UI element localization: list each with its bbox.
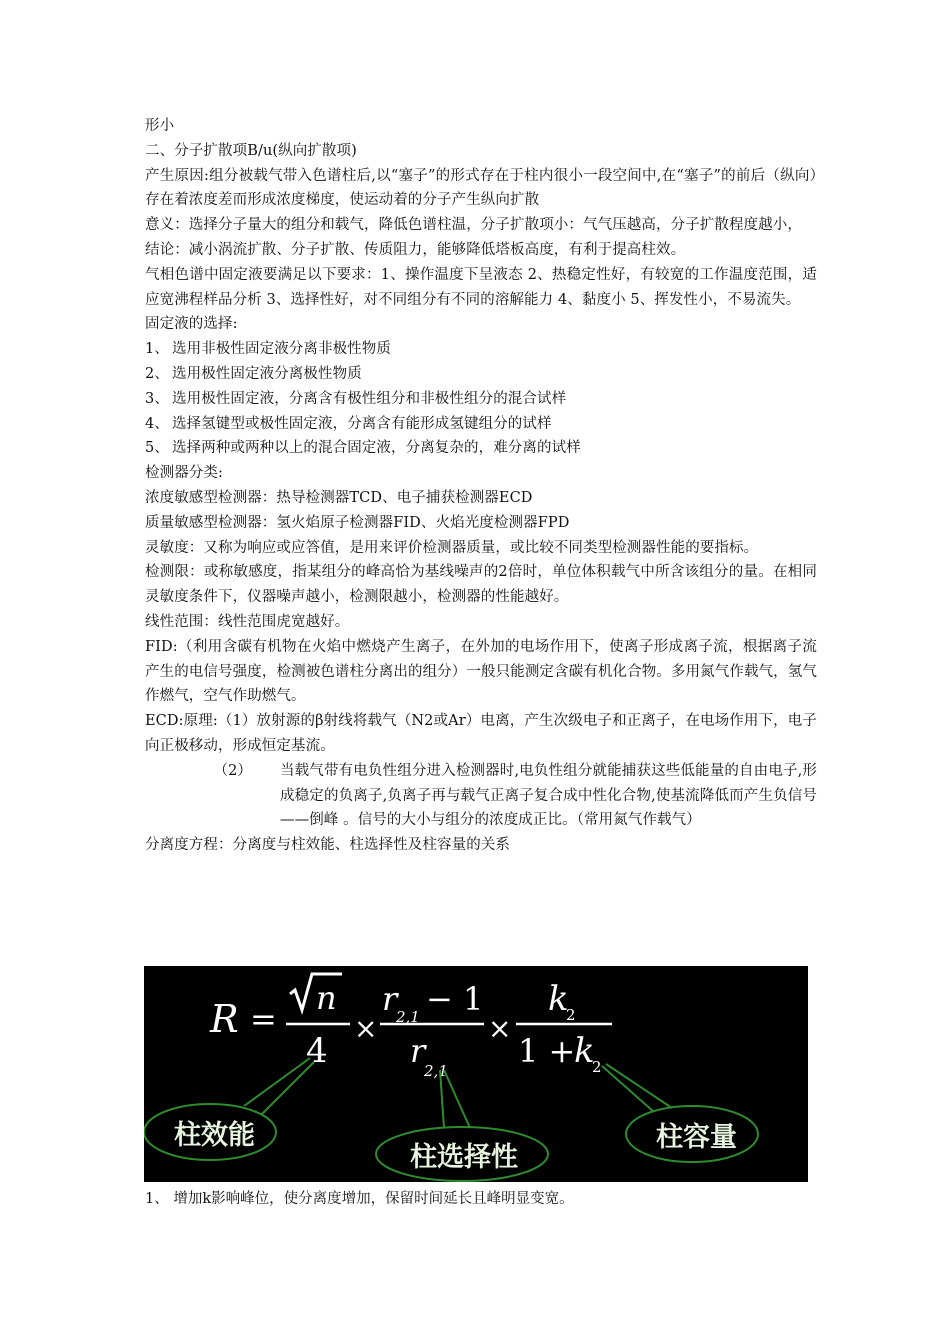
step-text: 当载气带有电负性组分进入检测器时,电负性组分就能捕获这些低能量的自由电子,形成稳定的负离子,负离子再与载气正离子复合成中性化合物,使基流降低而产生负信号——倒峰 。信号的大小与组分的浓度成正比。（常用氮气作载气） (280, 762, 817, 829)
formula-minus-one: − 1 (426, 980, 484, 1018)
formula-one-plus: 1 + (518, 1032, 576, 1070)
list-text: 选用非极性固定液分离非极性物质 (172, 341, 391, 358)
paragraph: 质量敏感型检测器：氢火焰原子检测器FID、火焰光度检测器FPD (145, 514, 570, 531)
paragraph: 灵敏度：又称为响应或应答值，是用来评价检测器质量，或比较不同类型检测器性能的要指标。 (145, 539, 759, 556)
label-selectivity: 柱选择性 (410, 1142, 518, 1173)
formula-r-bottom-sub: 2,1 (424, 1062, 448, 1080)
document-body (145, 114, 817, 858)
formula-note: 1、 增加k影响峰位，使分离度增加，保留时间延长且峰明显变宽。 (145, 1191, 574, 1207)
formula-svg (144, 966, 808, 1182)
paragraph: 检测限：或称敏感度，指某组分的峰高恰为基线噪声的2倍时，单位体积载气中所含该组分的量。在相同灵敏度条件下，仪器噪声越小，检测限越小，检测器的性能越好。 (145, 564, 817, 606)
list-item (145, 387, 817, 412)
callout-pointer (444, 1070, 470, 1128)
ecd-step-2 (145, 759, 817, 833)
formula-intro: 分离度方程：分离度与柱效能、柱选择性及柱容量的关系 (145, 837, 510, 854)
paragraph: ECD:原理:（1）放射源的β射线将载气（N2或Ar）电离，产生次级电子和正离子，在电场作用下，电子向正极移动，形成恒定基流。 (145, 713, 817, 754)
callout-pointer (606, 1064, 672, 1108)
formula-equals: = (250, 1000, 277, 1038)
paragraph: 形小 (145, 118, 175, 134)
list-text: 选用极性固定液，分离含有极性组分和非极性组分的混合试样 (172, 390, 567, 407)
list-number: 4、 (145, 415, 169, 432)
paragraph: 固定液的选择: (145, 316, 238, 333)
paragraph: 检测器分类: (145, 465, 223, 482)
paragraph: 气相色谱中固定液要满足以下要求：1、操作温度下呈液态 2、热稳定性好，有较宽的工作温度范围，适应宽沸程样品分析 3、选择性好，对不同组分有不同的溶解能力 4、黏度小 5、挥发性小，不易流失。 (145, 266, 817, 308)
paragraph: 产生原因:组分被载气带入色谱柱后,以“塞子”的形式存在于柱内很小一段空间中,在“塞子”的前后（纵向）存在着浓度差而形成浓度梯度，使运动着的分子产生纵向扩散 (145, 167, 817, 209)
label-efficiency: 柱效能 (174, 1120, 255, 1151)
formula-r-bottom: r (410, 1032, 426, 1070)
paragraph: 线性范围：线性范围虎宽越好。 (145, 613, 350, 630)
formula-k-bottom-sub: 2 (592, 1058, 602, 1076)
formula-k-bottom: k (574, 1031, 595, 1071)
list-item (145, 337, 817, 362)
formula-lhs: R (210, 997, 239, 1041)
formula-four: 4 (306, 1031, 328, 1071)
list-text: 选择氢键型或极性固定液，分离含有能形成氢键组分的试样 (172, 415, 552, 432)
list-number: 5、 (145, 440, 169, 457)
list-number: 1、 (145, 341, 169, 358)
formula-r: r (382, 980, 398, 1018)
formula-r-sub: 2,1 (396, 1008, 420, 1026)
list-text: 选用极性固定液分离极性物质 (172, 365, 362, 382)
list-number: 3、 (145, 390, 169, 407)
list-item (145, 362, 817, 387)
list-number: 2、 (145, 365, 169, 382)
step-label: （2） (213, 762, 252, 779)
label-capacity: 柱容量 (656, 1122, 737, 1153)
formula-k: k (548, 979, 569, 1019)
formula-times: × (354, 1012, 378, 1045)
formula-times: × (488, 1012, 512, 1045)
callout-pointer (602, 1066, 654, 1112)
paragraph: FID:（利用含碳有机物在火焰中燃烧产生离子，在外加的电场作用下，使离子形成离子流，根据离子流产生的电信号强度，检测被色谱柱分离出的组分）一般只能测定含碳有机化合物。多用氮气作载气，氢气作燃气，空气作助燃气。 (145, 638, 817, 705)
formula-k-sub: 2 (566, 1006, 576, 1024)
list-text: 选择两种或两种以上的混合固定液，分离复杂的，难分离的试样 (172, 440, 581, 457)
paragraph: 意义：选择分子量大的组分和载气，降低色谱柱温，分子扩散项小：气气压越高，分子扩散程度越小， (145, 217, 802, 234)
formula-image (144, 966, 808, 1182)
formula-n: n (316, 979, 337, 1017)
section-heading: 二、分子扩散项B/u(纵向扩散项) (145, 142, 357, 159)
list-item (145, 436, 817, 461)
list-item (145, 412, 817, 437)
paragraph: 结论：减小涡流扩散、分子扩散、传质阻力，能够降低塔板高度，有利于提高柱效。 (145, 241, 686, 258)
paragraph: 浓度敏感型检测器：热导检测器TCD、电子捕获检测器ECD (145, 489, 533, 506)
